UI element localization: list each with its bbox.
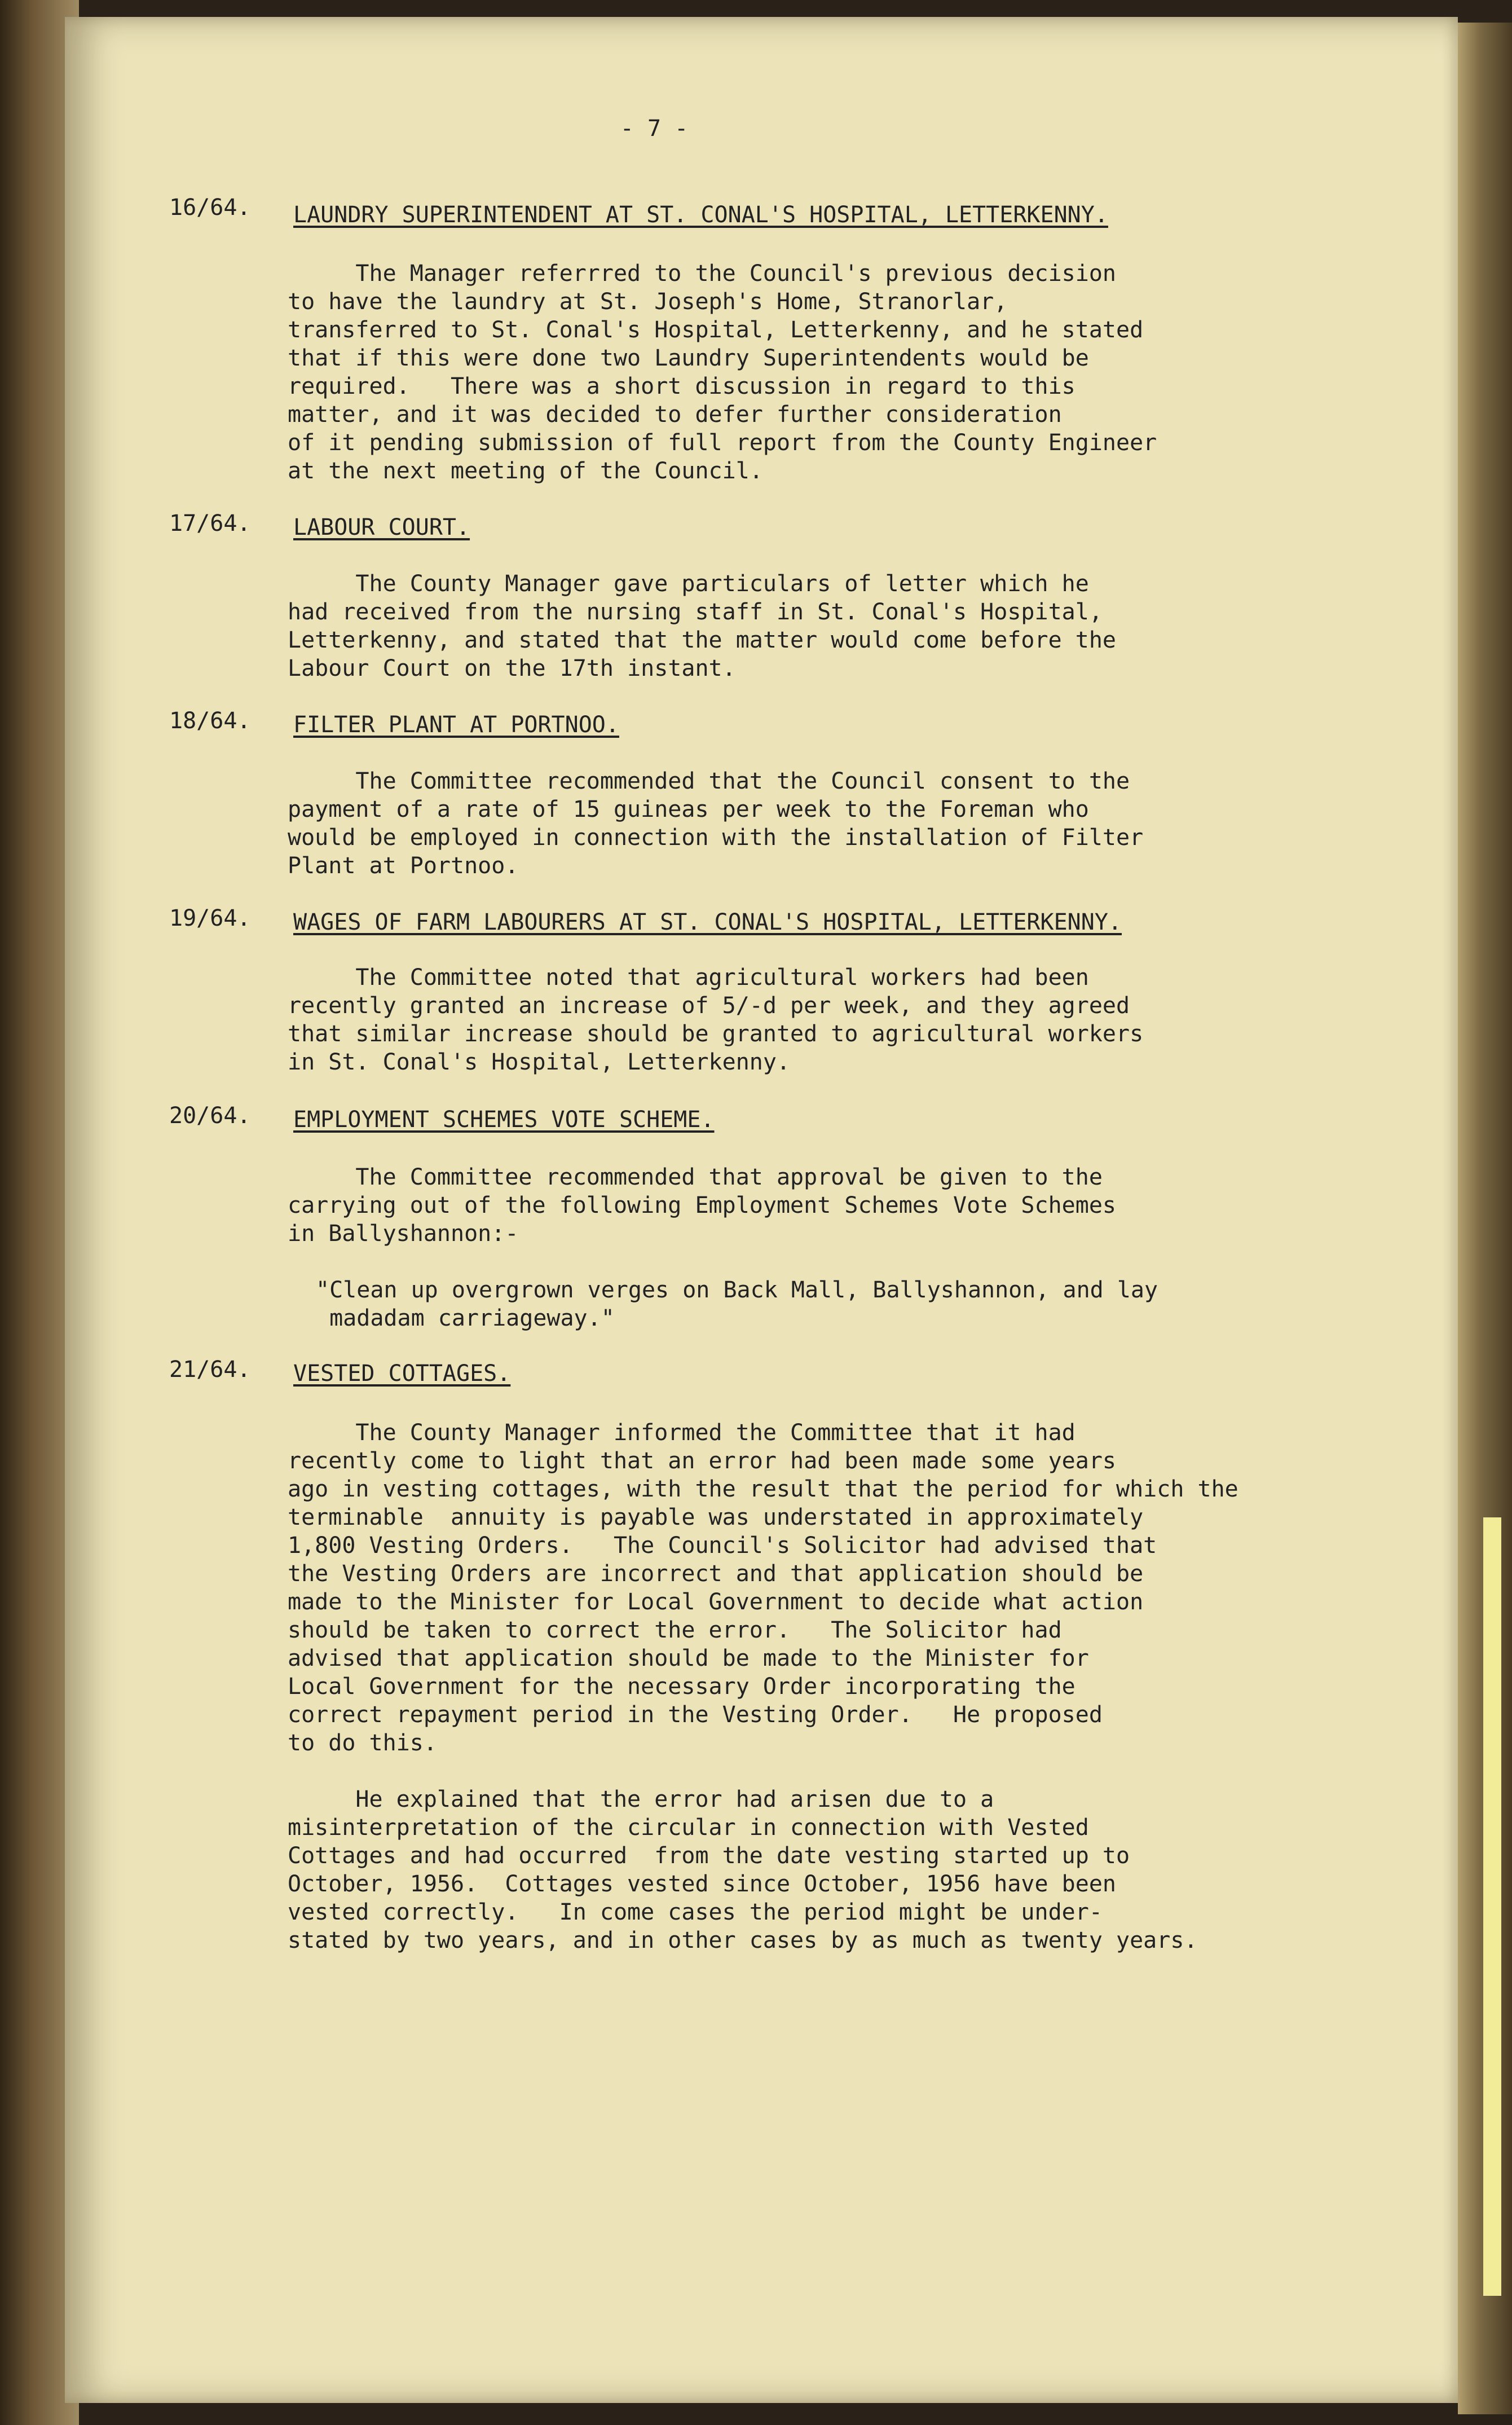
item-paragraph: The County Manager gave particulars of letter which he had received from the nursing staff in St. Conal's Hospital, Letterkenny, and stated that the matter would come before the Labour Court on the 17th instant.: [288, 571, 1117, 681]
item-paragraph: The Committee noted that agricultural workers had been recently granted an increase of 5/-d per week, and they agreed that similar increase should be granted to agricultural workers in St. Conal's Hospital, Letterkenny.: [288, 965, 1144, 1075]
item-number: 20/64.: [169, 1103, 251, 1129]
item-paragraph: The Committee recommended that the Council consent to the payment of a rate of 15 guineas per week to the Foreman who would be employed in connection with the installation of Filter Plant at Portnoo.: [288, 768, 1144, 879]
item-heading: FILTER PLANT AT PORTNOO.: [293, 712, 619, 738]
item-number: 17/64.: [169, 510, 251, 536]
item-heading: EMPLOYMENT SCHEMES VOTE SCHEME.: [293, 1107, 715, 1133]
item-heading: VESTED COTTAGES.: [293, 1361, 511, 1387]
item-heading: LABOUR COURT.: [293, 514, 470, 540]
page-tab-marker: [1483, 1517, 1501, 2296]
item-quote: "Clean up overgrown verges on Back Mall, Ballyshannon, and lay madadam carriageway.": [316, 1277, 1158, 1331]
item-heading: WAGES OF FARM LABOURERS AT ST. CONAL'S HOSPITAL, LETTERKENNY.: [293, 909, 1122, 935]
item-paragraph: The County Manager informed the Committee that it had recently come to light that an error had been made some years ago in vesting cottages, with the result that the period for which the terminable annuity is payable was understated in approximately 1,800 Vesting Orders. The Council's Solicitor had advised that the Vesting Orders are incorrect and that application should be made to the Minister for Local Government to decide what action should be taken to correct the error. The Solicitor had advised that application should be made to the Minister for Local Government for the necessary Order incorporating the correct repayment period in the Vesting Order. He proposed to do this.: [288, 1420, 1238, 1756]
page-number: - 7 -: [620, 116, 689, 142]
item-paragraph: The Manager referrred to the Council's previous decision to have the laundry at St. Joseph's Home, Stranorlar, transferred to St. Conal's Hospital, Letterkenny, and he stated that if this were done two Laundry Superintendents would be required. There was a short discussion in regard to this matter, and it was decided to defer further consideration of it pending submission of full report from the County Engineer at the next meeting of the Council.: [288, 261, 1157, 484]
item-number: 19/64.: [169, 905, 251, 931]
item-number: 18/64.: [169, 708, 251, 734]
item-number: 16/64.: [169, 195, 251, 221]
item-paragraph: He explained that the error had arisen due to a misinterpretation of the circular in connection with Vested Cottages and had occurred from the date vesting started up to October, 1956. Cottages vested since October, 1956 have been vested correctly. In come cases the period might be under- stated by two years, and in other cases by as much as twenty years.: [288, 1786, 1198, 1953]
item-paragraph: The Committee recommended that approval be given to the carrying out of the following Employment Schemes Vote Schemes in Ballyshannon:-: [288, 1164, 1117, 1247]
item-number: 21/64.: [169, 1357, 251, 1383]
item-heading: LAUNDRY SUPERINTENDENT AT ST. CONAL'S HOSPITAL, LETTERKENNY.: [293, 202, 1108, 228]
